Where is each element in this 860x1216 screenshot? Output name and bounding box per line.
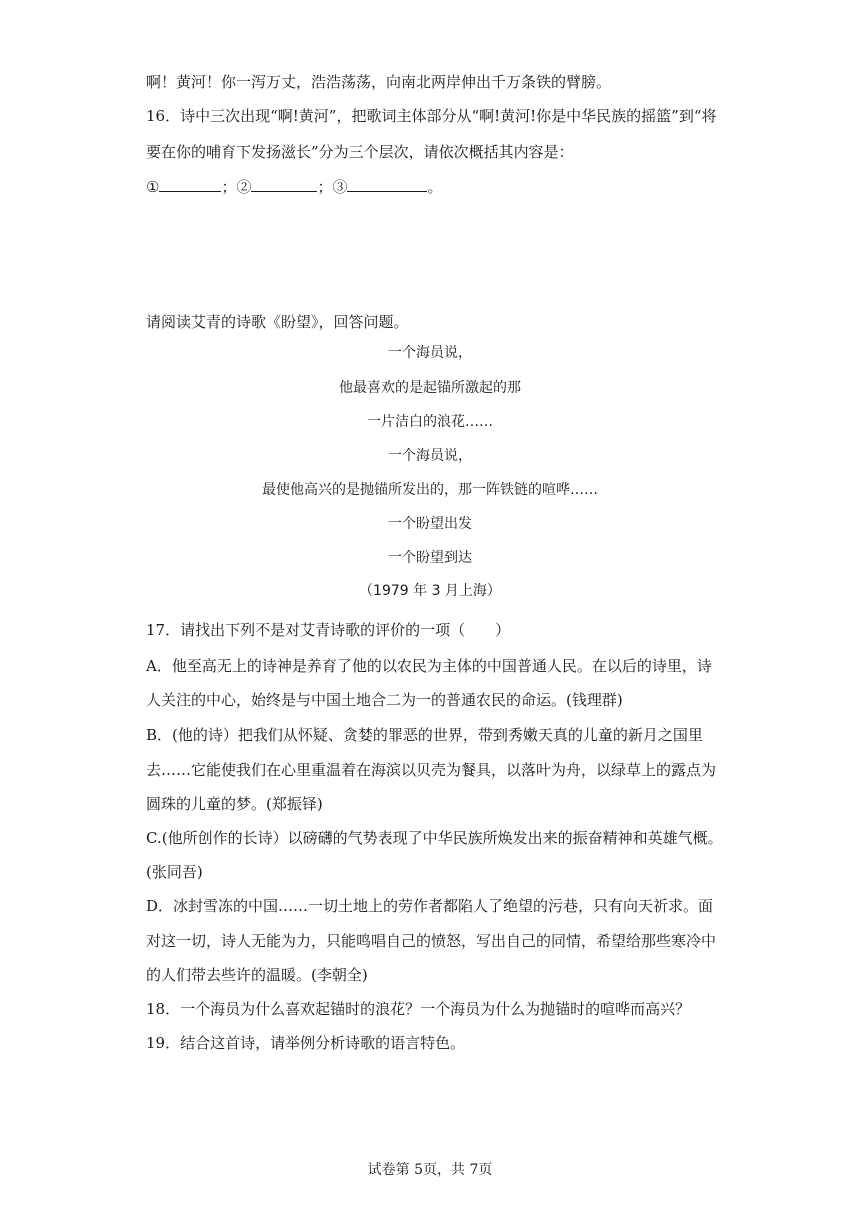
blank-1-label: ① [146,178,160,196]
poem-line: 一个盼望出发 [388,516,472,532]
option-d-cont: 的人们带去些许的温暖。(李朝全) [146,966,368,984]
option-d-cont: 对这一切，诗人无能为力，只能鸣唱自己的愤怒，写出自己的同情，希望给那些寒冷中 [146,932,717,950]
poem-line: 他最喜欢的是起锚所激起的那 [339,380,521,396]
option-c-cont: (张同吾) [146,863,203,881]
question-16: 16．诗中三次出现“啊!黄河”，把歌词主体部分从“啊!黄河!你是中华民族的摇篮”到“将 [146,107,717,125]
poem-line: 一片洁白的浪花…… [367,414,493,430]
answer-blank-1[interactable] [159,177,221,192]
question-16-cont: 要在你的哺育下发扬滋长”分为三个层次，请依次概括其内容是： [146,143,574,161]
poem-line: 一个海员说， [388,448,472,464]
text-line: 啊！黄河！你一泻万丈，浩浩荡荡，向南北两岸伸出千万条铁的臂膀。 [146,73,612,91]
option-d: D．冰封雪冻的中国……一切土地上的劳作者都陷人了绝望的污巷，只有向天祈求。面 [146,897,714,915]
option-a-cont: 人关注的中心，始终是与中国土地合二为一的普通农民的命运。(钱理群) [146,691,623,709]
blank-2-label: ；② [221,178,252,196]
question-16-blanks [146,177,740,197]
blank-3-label: ；③ [317,178,348,196]
answer-blank-3[interactable] [347,177,427,192]
reading-intro: 请阅读艾青的诗歌《盼望》，回答问题。 [146,313,409,331]
page-footer: 试卷第 5页，共 7页 [367,1162,493,1178]
answer-blank-2[interactable] [251,177,317,192]
option-b-cont: 去……它能使我们在心里重温着在海滨以贝壳为餐具，以落叶为舟，以绿草上的露点为 [146,761,717,779]
question-17: 17．请找出下列不是对艾青诗歌的评价的一项（ ） [146,621,511,639]
poem-line: 一个海员说， [388,345,472,361]
blanks-end: 。 [427,178,443,196]
option-b-cont: 圆珠的儿童的梦。(郑振铎) [146,795,323,813]
question-18: 18．一个海员为什么喜欢起锚时的浪花？一个海员为什么为抛锚时的喧哗而高兴？ [146,1000,691,1018]
poem-line: 最使他高兴的是抛锚所发出的，那一阵铁链的喧哗…… [262,482,598,498]
poem-date: （1979 年 3 月上海） [359,583,501,599]
option-b: B．(他的诗）把我们从怀疑、贪婪的罪恶的世界，带到秀嫩天真的儿童的新月之国里 [146,726,703,744]
poem-line: 一个盼望到达 [388,550,472,566]
option-a: A．他至高无上的诗神是养育了他的以农民为主体的中国普通人民。在以后的诗里，诗 [146,657,712,675]
option-c: C.(他所创作的长诗）以磅礴的气势表现了中华民族所焕发出来的振奋精神和英雄气概。 [146,829,723,847]
question-19: 19．结合这首诗，请举例分析诗歌的语言特色。 [146,1034,466,1052]
